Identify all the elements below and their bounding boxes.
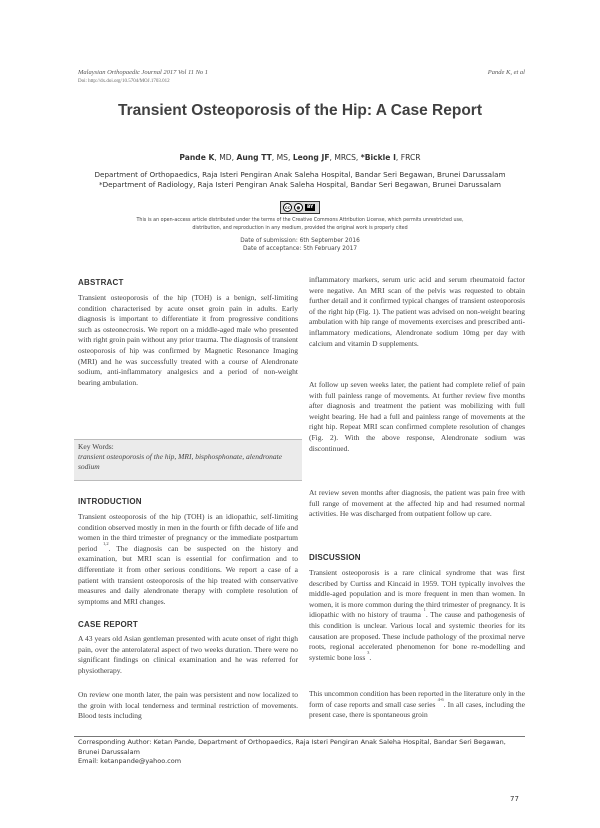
citation-ref[interactable]: 1,2 xyxy=(103,540,109,546)
discussion-text-2 xyxy=(309,689,525,721)
discussion-heading: DISCUSSION xyxy=(309,553,361,562)
author-list xyxy=(0,153,600,162)
discussion-text-e: . In all cases, including the present case, there is spontaneous groin xyxy=(309,699,526,720)
intro-text-a: Transient osteoporosis of the hip (TOH) is an idiopathic, self-limiting condition observed mostly in men in the fourth or fifth decade of life and women in the third trimester of pregnancy or the immediate postpartum period xyxy=(78,512,298,553)
author-name: Leong JF xyxy=(292,153,330,162)
acceptance-date: Date of acceptance: 5th February 2017 xyxy=(242,246,358,252)
case-continued xyxy=(309,275,525,349)
article-title: Transient Osteoporosis of the Hip: A Case Report xyxy=(117,102,482,119)
introduction-text xyxy=(78,512,298,607)
citation-ref[interactable]: 4-6 xyxy=(437,696,444,702)
author-degree: , MS, xyxy=(271,153,293,162)
discussion-text-d: This uncommon condition has been reported in the literature only in the form of case reports and small case series xyxy=(309,689,525,709)
follow-up-text xyxy=(309,380,525,454)
cc-icon: cc xyxy=(283,203,292,212)
keywords-box xyxy=(74,439,302,481)
author-name: Aung TT xyxy=(236,153,272,162)
page-number: 77 xyxy=(510,795,519,803)
follow-up-paragraph: At follow up seven weeks later, the patient had complete relief of pain with full painless range of movements. At further review five months after diagnosis and treatment the patient was mobilizing with full weight bearing. He had a full and painless range of movements at the right hip. Repeat MRI scan confirmed complete resolution of changes (Fig. 2). With the above response, Alendronate sodium was discontinued. xyxy=(309,380,525,453)
abstract-heading: ABSTRACT xyxy=(78,278,124,287)
keywords-list: transient osteoporosis of the hip, MRI, bisphosphonate, alendronate sodium xyxy=(78,452,283,471)
keywords-label: Key Words: xyxy=(78,442,114,451)
citation-ref[interactable]: 3 xyxy=(367,649,370,655)
intro-text-b: . The diagnosis can be suspected on the history and examination, but MRI scan is essential for confirmation and to differentiate it from other serious conditions. We report a case of a patient with transient osteoporosis of the hip treated with conservative measures and daily alendronate therapy with complete resolution of symptoms and MRI changes. xyxy=(78,543,298,606)
running-authors: Pande K, et al xyxy=(487,69,525,76)
affiliation-radiology: *Department of Radiology, Raja Isteri Pengiran Anak Saleha Hospital, Bandar Seri Begawan, Brunei Darussalam xyxy=(99,180,501,189)
open-access-line-1: This is an open-access article distributed under the terms of the Creative Commons Attribution License, which permits unrestricted use, xyxy=(136,218,464,223)
journal-name: Malaysian Orthopaedic Journal 2017 Vol 11 No 1 xyxy=(78,69,209,76)
discussion-text-b: . The cause and pathogenesis of this condition is unclear. Various local and systemic theories for its causation are proposed. These include pathology of the proximal nerve roots, regional accelerated phenomenon for bone re-modelling and systemic bone loss xyxy=(309,610,526,662)
author-degree: , MD, xyxy=(214,153,237,162)
case-paragraph-1: A 43 years old Asian gentleman presented with acute onset of right thigh pain, over the anterolateral aspect of two weeks duration. There were no significant findings on clinical examination and he was referred for physiotherapy. xyxy=(78,634,298,675)
introduction-paragraph xyxy=(78,512,298,607)
abstract-text xyxy=(78,293,298,388)
corresponding-author: Corresponding Author: Ketan Pande, Department of Orthopaedics, Raja Isteri Pengiran Anak Saleha Hospital, Bandar Seri Begawan, Brunei Darussalam xyxy=(78,738,506,756)
open-access-line-2: distribution, and reproduction in any medium, provided the original work is properly cited xyxy=(192,226,408,231)
case-paragraph-3: inflammatory markers, serum uric acid and serum rheumatoid factor were negative. An MRI scan of the pelvis was requested to obtain further detail and it confirmed typical changes of transient osteoporosis of the right hip (Fig. 1). The patient was advised on non-weight bearing ambulation with hip range of movements exercises and prescribed anti-inflammatory medications, Alendronate sodium 10mg per day with calcium and vitamin D supplements. xyxy=(309,275,525,348)
abstract-paragraph: Transient osteoporosis of the hip (TOH) is a benign, self-limiting condition characterised by acute onset groin pain in adults. Early diagnosis is important to differentiate it from progressive conditions such as osteonecrosis. We report on a middle-aged male who presented with right groin pain without any prior trauma. The diagnosis of transient osteoporosis of hip was confirmed by Magnetic Resonance Imaging (MRI) and he was successfully treated with a course of Alendronate sodium, anti-inflammatory analgesics and a period of non-weight bearing ambulation. xyxy=(78,293,298,387)
discussion-text-c: . xyxy=(369,652,372,662)
review-text xyxy=(309,488,525,520)
affiliation-orthopaedics: Department of Orthopaedics, Raja Isteri Pengiran Anak Saleha Hospital, Bandar Seri Begawan, Brunei Darussalam xyxy=(94,170,506,179)
author-degree: , FRCR xyxy=(395,153,421,162)
discussion-text xyxy=(309,568,525,663)
person-icon: ● xyxy=(294,203,303,212)
citation-ref[interactable]: 1 xyxy=(423,607,426,613)
discussion-paragraph-1 xyxy=(309,568,525,663)
case-report-text-2 xyxy=(78,690,298,722)
author-name: Pande K xyxy=(179,153,215,162)
discussion-paragraph-2 xyxy=(309,689,525,721)
doi-link[interactable]: Doi: http://dx.doi.org/10.5704/MOJ.1703.012 xyxy=(78,79,170,84)
review-paragraph: At review seven months after diagnosis, the patient was pain free with full range of movement at the affected hip and had resumed normal activities. He was discharged from outpatient follow up care. xyxy=(309,488,525,519)
case-report-text xyxy=(78,634,298,676)
case-report-heading: CASE REPORT xyxy=(78,620,138,629)
by-label: BY xyxy=(307,205,314,210)
case-paragraph-2: On review one month later, the pain was persistent and now localized to the groin with local tenderness and terminal restriction of movements. Blood tests including xyxy=(78,690,298,721)
submission-date: Date of submission: 6th September 2016 xyxy=(240,238,360,244)
creative-commons-badge[interactable] xyxy=(280,201,320,214)
author-name: *Bickle I xyxy=(360,153,396,162)
author-degree: , MRCS, xyxy=(329,153,361,162)
discussion-text-a: Transient osteoporosis is a rare clinical syndrome that was first described by Curtiss and Kincaid in 1959. TOH typically involves the middle-aged population and is more frequent in men than women. In women, it is more common during the third trimester of pregnancy. It is idiopathic with no history of trauma xyxy=(309,568,525,620)
corresponding-email[interactable]: Email: ketanpande@yahoo.com xyxy=(78,757,182,765)
introduction-heading: INTRODUCTION xyxy=(78,497,142,506)
footer-divider xyxy=(74,736,525,737)
